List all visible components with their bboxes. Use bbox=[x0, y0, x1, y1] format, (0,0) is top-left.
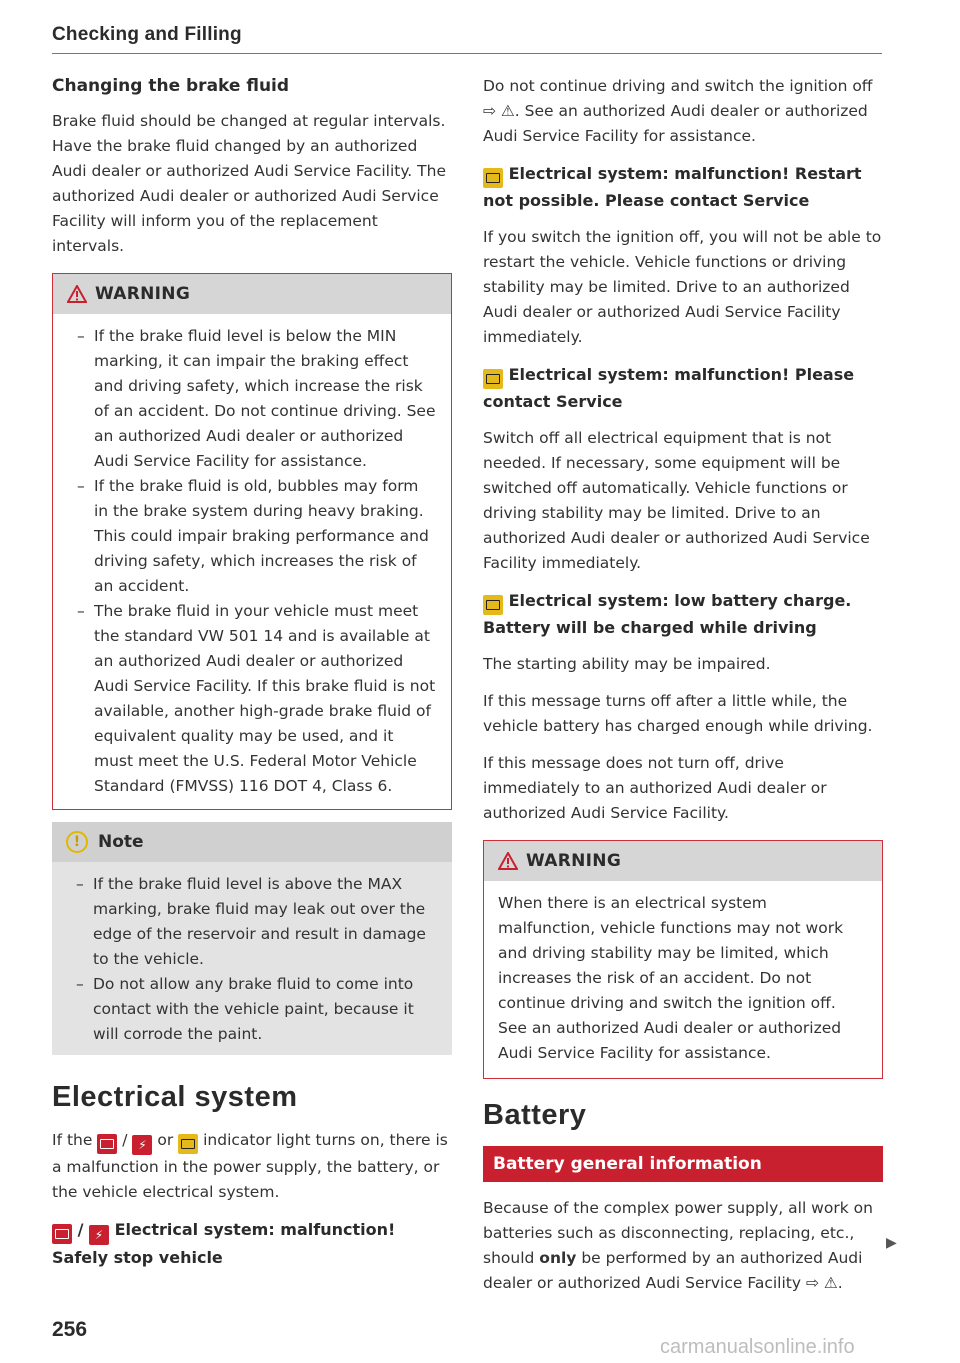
header-divider bbox=[52, 53, 882, 54]
warning-text: When there is an electrical system malfunction, vehicle functions may not work and driving stability may be limited, which increases the risk of an accident. Do not continue driving and switch the ignition off. See an authorized Audi dealer or authorized Audi Service Facility for assistance. bbox=[498, 894, 844, 1062]
warning-item: – If the brake fluid is old, bubbles may form in the brake system during heavy braking. This could impair braking performance and driving safety, which increases the risk of an accident. bbox=[67, 474, 437, 599]
warning-list bbox=[67, 324, 437, 799]
note-body bbox=[52, 862, 452, 1055]
warning-body bbox=[484, 881, 882, 1078]
warning-triangle-icon bbox=[67, 285, 87, 303]
battery-yellow-indicator-icon bbox=[178, 1134, 198, 1154]
battery-car-red-indicator-icon: ⚡ bbox=[89, 1225, 109, 1245]
warning-triangle-icon bbox=[498, 852, 518, 870]
note-item: – If the brake fluid level is above the MAX marking, brake fluid may leak out over the edge of the reservoir and result in damage to the vehicle. bbox=[66, 872, 438, 972]
message-safely-stop: / ⚡ Electrical system: malfunction! Safely stop vehicle bbox=[52, 1220, 396, 1267]
warning-header bbox=[53, 274, 451, 314]
battery-info-paragraph: Because of the complex power supply, all work on batteries such as disconnecting, replacing, etc., should only be performed by an authorized Audi dealer or authorized Audi Service Facility ⇨ ⚠. bbox=[483, 1199, 873, 1292]
message-low-battery: Electrical system: low battery charge. Battery will be charged while driving bbox=[483, 591, 852, 637]
note-header bbox=[52, 822, 452, 862]
battery-yellow-indicator-icon bbox=[483, 168, 503, 188]
warning-item: – If the brake fluid level is below the MIN marking, it can impair the braking effect and driving safety, which increase the risk of an accident. Do not continue driving. See an authorized Audi dealer or authorized Audi Service Facility for assistance. bbox=[67, 324, 437, 474]
brake-fluid-paragraph: Brake fluid should be changed at regular intervals. Have the brake fluid changed by an authorized Audi dealer or authorized Audi Service Facility. The authorized Audi dealer or authorized Audi Service Facility will inform you of the replacement intervals. bbox=[52, 112, 446, 255]
warning-title: WARNING bbox=[526, 851, 622, 871]
watermark: carmanualsonline.info bbox=[660, 1336, 855, 1358]
continue-arrow-icon: ▶ bbox=[886, 1235, 897, 1251]
note-item: – Do not allow any brake fluid to come into contact with the vehicle paint, because it will corrode the paint. bbox=[66, 972, 438, 1047]
starting-ability-paragraph: The starting ability may be impaired. bbox=[483, 655, 771, 673]
note-title: Note bbox=[98, 832, 144, 852]
warning-header bbox=[484, 841, 882, 881]
warning-title: WARNING bbox=[95, 284, 191, 304]
battery-general-info-bar: Battery general information bbox=[483, 1146, 883, 1182]
contact-service-paragraph: Switch off all electrical equipment that is not needed. If necessary, some equipment will be switched off automatically. Vehicle functions or driving stability may be limited. Drive to an authorized Audi dealer or authorized Audi Service Facility immediately. bbox=[483, 429, 870, 572]
page-number: 256 bbox=[52, 1318, 88, 1341]
left-column bbox=[52, 74, 452, 1282]
brake-warning-box bbox=[52, 273, 452, 810]
message-contact-service: Electrical system: malfunction! Please contact Service bbox=[483, 365, 855, 411]
page-header bbox=[52, 24, 882, 46]
electrical-intro: If the / ⚡ or indicator light turns on, there is a malfunction in the power supply, the battery, or the vehicle electrical system. bbox=[52, 1131, 448, 1201]
warning-item: – The brake fluid in your vehicle must meet the standard VW 501 14 and is available at an authorized Audi dealer or authorized Audi Service Facility. If this brake fluid is not available, another high-grade brake fluid of equivalent quality may be used, and it must meet the U.S. Federal Motor Vehicle Standard (FMVSS) 116 DOT 4, Class 6. bbox=[67, 599, 437, 799]
electrical-system-heading: Electrical system bbox=[52, 1081, 298, 1113]
battery-heading: Battery bbox=[483, 1099, 587, 1131]
restart-not-possible-paragraph: If you switch the ignition off, you will not be able to restart the vehicle. Vehicle functions or driving stability may be limited. Drive to an authorized Audi dealer or authorized Audi Service Facility immediately. bbox=[483, 228, 882, 346]
right-column bbox=[483, 74, 883, 1308]
battery-yellow-indicator-icon bbox=[483, 369, 503, 389]
message-restart-not-possible: Electrical system: malfunction! Restart not possible. Please contact Service bbox=[483, 164, 862, 210]
exclamation-circle-icon: ! bbox=[66, 831, 88, 853]
brake-fluid-heading: Changing the brake fluid bbox=[52, 76, 290, 96]
electrical-warning-box bbox=[483, 840, 883, 1079]
section-title: Checking and Filling bbox=[52, 24, 242, 45]
message-turns-off-paragraph: If this message turns off after a little while, the vehicle battery has charged enough while driving. bbox=[483, 692, 873, 735]
brake-note-box bbox=[52, 822, 452, 1055]
stop-driving-paragraph: Do not continue driving and switch the ignition off ⇨ ⚠. See an authorized Audi dealer or authorized Audi Service Facility for assistance. bbox=[483, 77, 873, 145]
battery-red-indicator-icon bbox=[52, 1224, 72, 1244]
warning-body bbox=[53, 314, 451, 809]
message-not-off-paragraph: If this message does not turn off, drive immediately to an authorized Audi dealer or authorized Audi Service Facility. bbox=[483, 754, 827, 822]
battery-yellow-indicator-icon bbox=[483, 595, 503, 615]
battery-red-indicator-icon bbox=[97, 1134, 117, 1154]
note-list bbox=[66, 872, 438, 1047]
battery-car-red-indicator-icon: ⚡ bbox=[132, 1135, 152, 1155]
